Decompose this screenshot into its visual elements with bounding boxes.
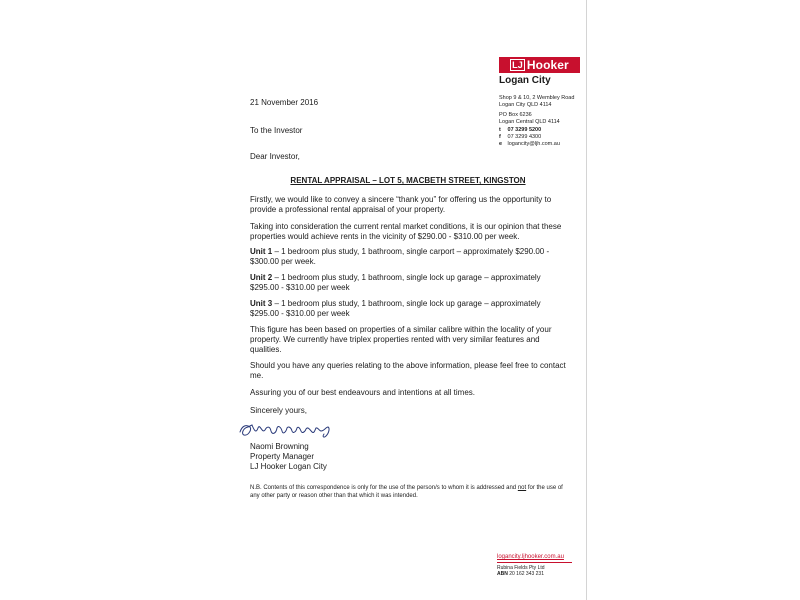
footer-abn-label: ABN [497,571,508,577]
footer-abn-number: 20 162 343 231 [509,571,544,577]
signatory-block [250,442,327,472]
paragraph-market: Taking into consideration the current rental market conditions, it is our opinion that these properties would achieve rents in the vicinity of $290.00 - $310.00 per week. [250,222,562,241]
email-address: logancity@ljh.com.au [507,141,560,147]
closing: Sincerely yours, [250,406,307,415]
unit-2-description [250,273,566,293]
fax-label: f [499,134,501,140]
email-label: e [499,141,503,147]
disclaimer-note [250,484,566,500]
paragraph-queries: Should you have any queries relating to the above information, please feel free to contact me. [250,361,566,380]
signatory-title: Property Manager [250,452,315,461]
email-row [499,141,560,148]
lj-hooker-logo [499,57,580,73]
disclaimer-not: not [517,485,527,491]
unit-2-label: Unit 2 [250,273,273,282]
unit-1-description [250,247,566,267]
salutation: Dear Investor, [250,152,300,161]
disclaimer-text-part1: N.B. Contents of this correspondence is only for the use of the person/s to whom it is addressed and [250,485,518,491]
address-line: Logan City QLD 4114 [499,102,552,108]
address-line: Shop 9 & 10, 2 Wembley Road [499,95,575,101]
recipient: To the Investor [250,126,303,135]
logo-lj-mark: LJ [512,60,523,70]
paragraph-basis: This figure has been based on properties of a similar calibre within the locality of your property. We currently have triplex properties rented with very similar features and qualities. [250,325,552,354]
unit-3-description [250,299,566,319]
unit-3-text: – 1 bedroom plus study, 1 bathroom, single lock up garage – approximately $295.00 - $310.00 per week [250,299,541,318]
unit-3-label: Unit 3 [250,299,273,308]
phone-label: t [499,127,501,133]
footer-divider [497,562,572,563]
logo-wordmark: Hooker [526,58,569,72]
paragraph-intro: Firstly, we would like to convey a sincere “thank you” for offering us the opportunity to provide a professional rental appraisal of your property. [250,195,552,214]
unit-2-text: – 1 bedroom plus study, 1 bathroom, single lock up garage – approximately $295.00 - $310.00 per week [250,273,541,292]
letter-subject: RENTAL APPRAISAL – LOT 5, MACBETH STREET, KINGSTON [290,176,526,185]
phone-row [499,127,541,134]
footer-company: Rubina Fields Pty Ltd [497,565,545,571]
unit-1-label: Unit 1 [250,247,273,256]
office-address [499,95,574,126]
disclaimer-text-part2: for the use of any other party or reason other than that which it was intended. [250,485,563,499]
footer-website: logancity.ljhooker.com.au [497,554,564,560]
handwritten-signature [236,418,346,442]
fax-row [499,134,541,141]
paragraph-assurance: Assuring you of our best endeavours and intentions at all times. [250,388,476,397]
fax-number: 07 3299 4300 [507,134,542,140]
address-line: Logan Central QLD 4114 [499,119,560,125]
signatory-office: LJ Hooker Logan City [250,462,327,471]
page-edge-line [586,0,587,600]
phone-number: 07 3299 5200 [507,127,542,133]
office-name: Logan City [499,75,551,86]
address-line: PO Box 6236 [499,112,532,118]
signatory-name: Naomi Browning [250,442,309,451]
letter-date: 21 November 2016 [250,98,319,107]
footer-abn [497,571,544,577]
unit-1-text: – 1 bedroom plus study, 1 bathroom, single carport – approximately $290.00 - $300.00 per week. [250,247,550,266]
